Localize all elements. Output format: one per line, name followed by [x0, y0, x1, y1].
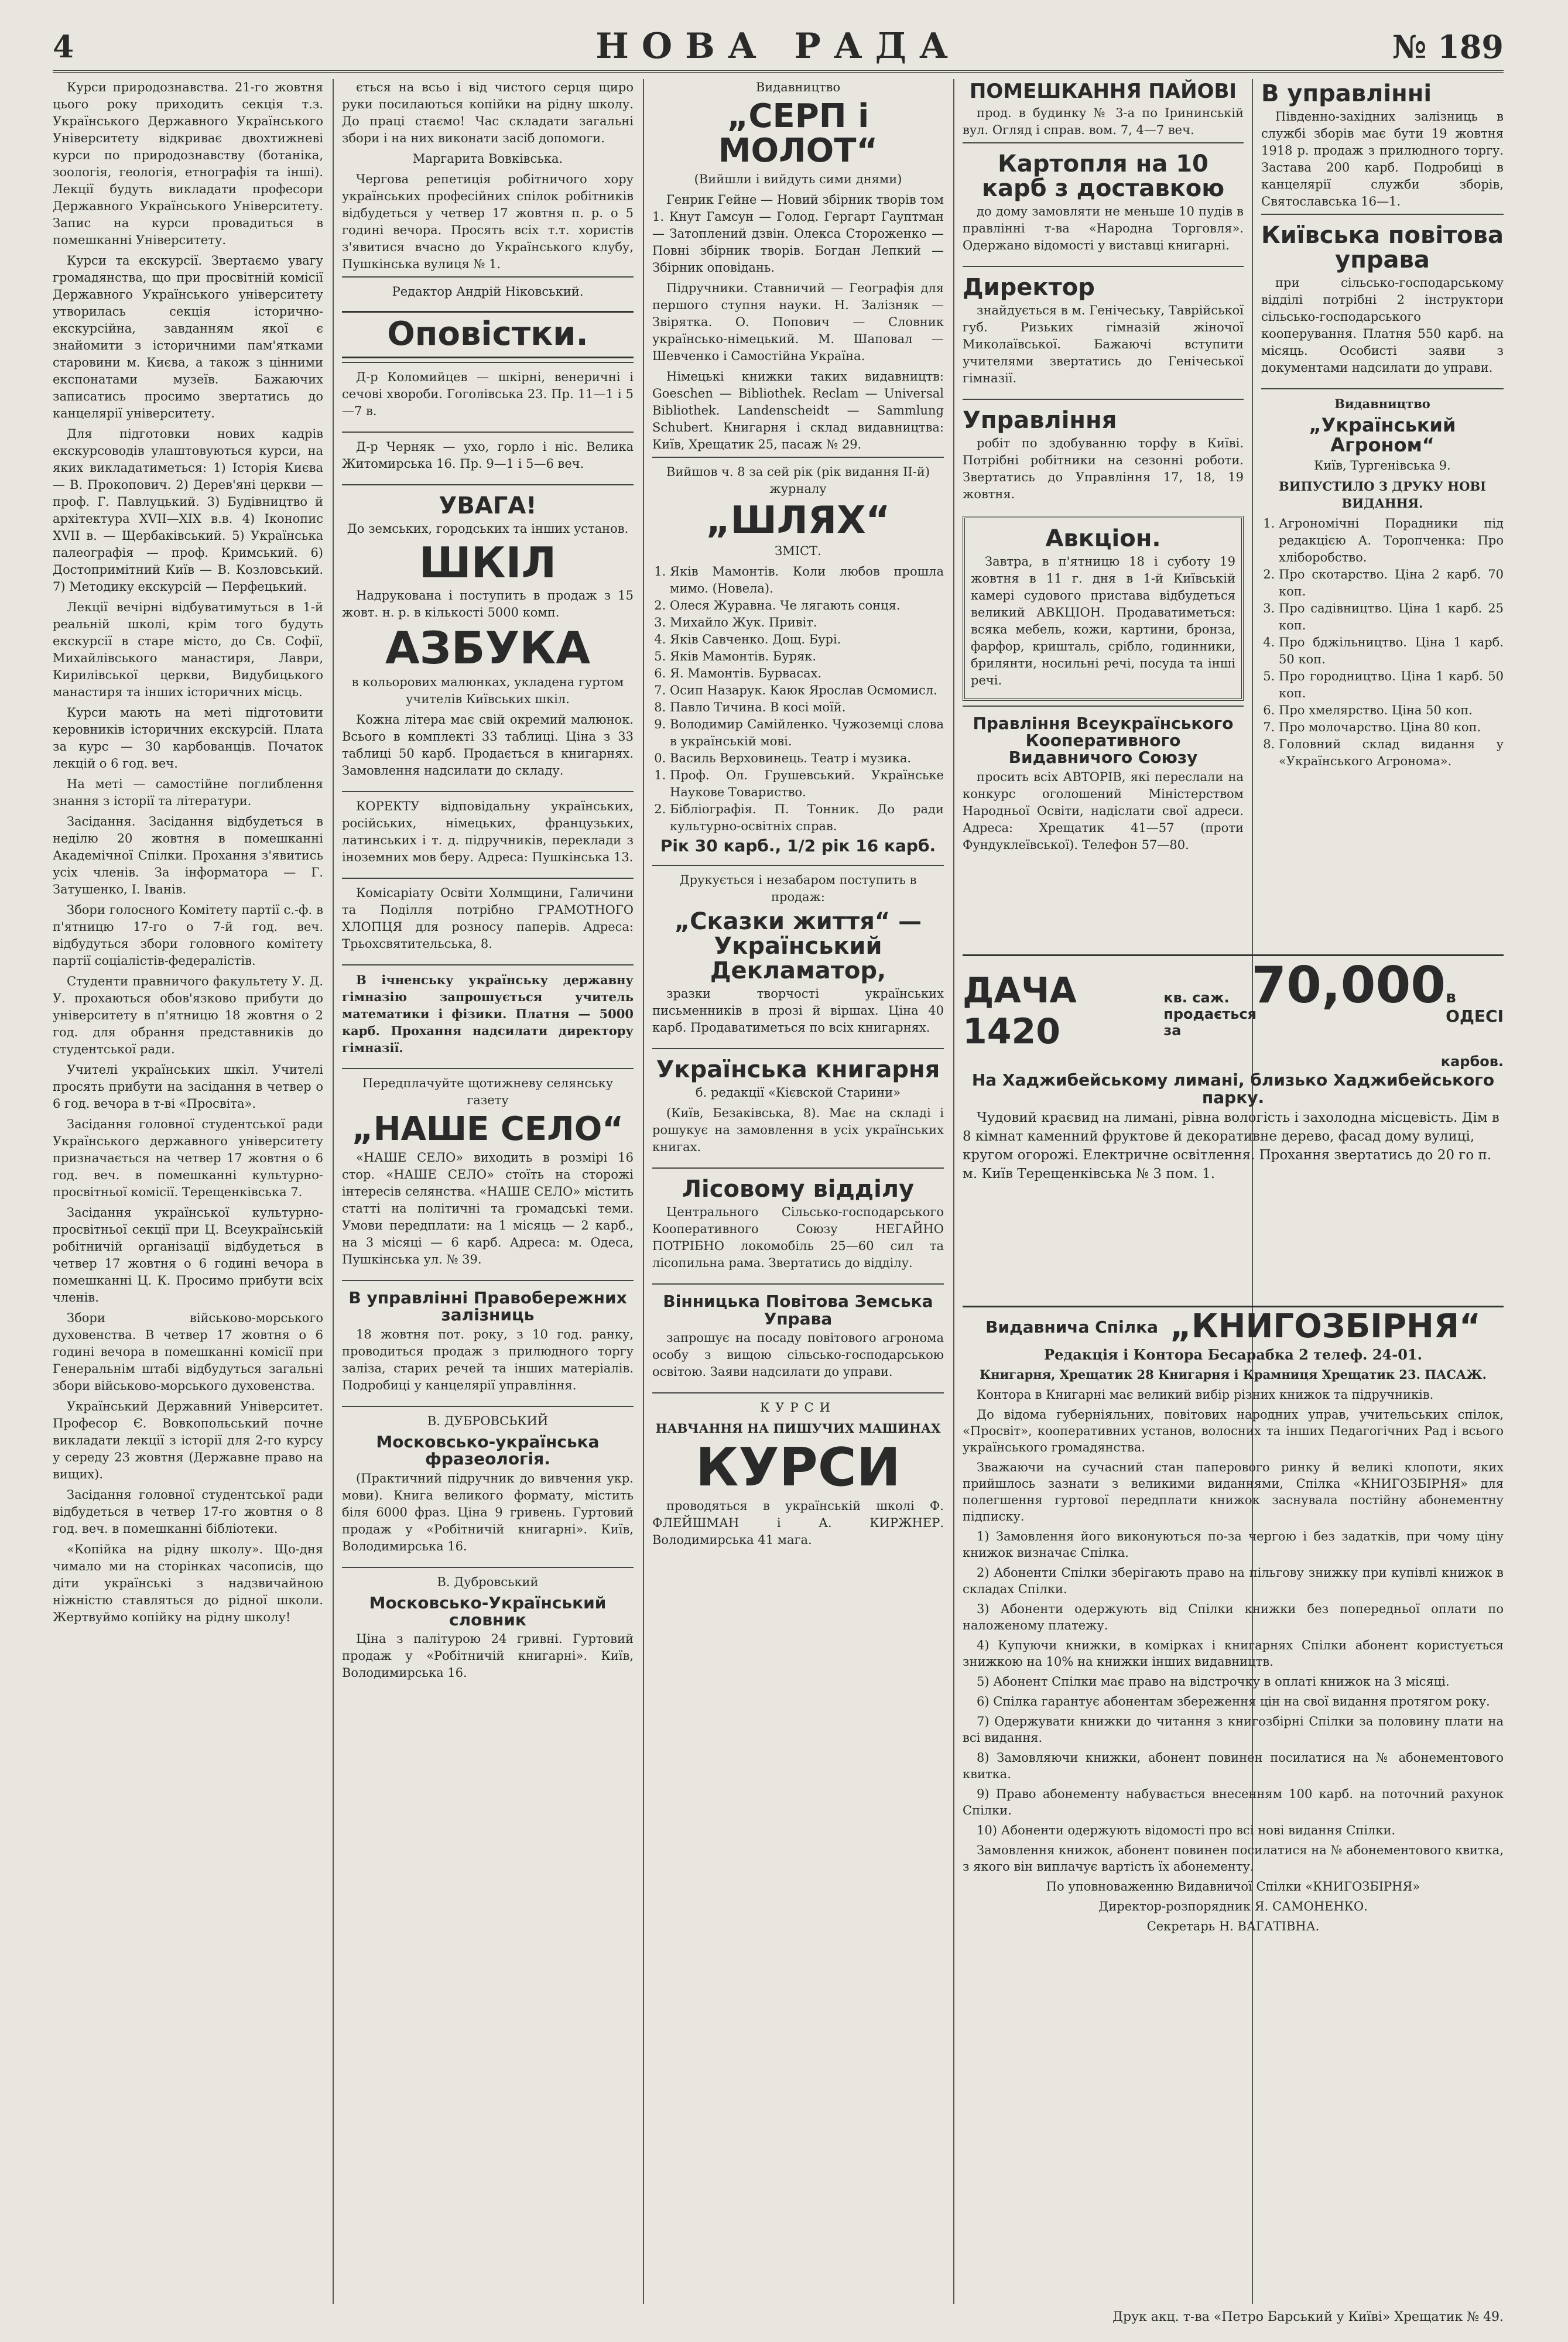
- news-item: ється на всьо і від чистого серця щиро руки посилаються копійки на рідну школу. До праці стаємо! Час складати загальні збори і на них виконати засіб допомоги.: [342, 80, 634, 145]
- news-item: Студенти правничого факультету У. Д. У. прохаються обов'язково прибути до університету в п'ятницю 18 жовтня о 2 год. для обрання представників до студентської ради.: [53, 974, 323, 1056]
- news-item: Чергова репетиція робітничого хору українських професійних спілок робітників відбудеться у четвер 17 жовтня п. р. о 5 годині вечора. Просять всіх т.т. хористів з'явитися вчасно до Українського клубу, Пушкінська вулиця № 1.: [342, 172, 634, 271]
- ad-doctor-kolomiytsev: Д-р Коломийцев — шкірні, венеричні і сечові хвороби. Гоголівська 23. Пр. 11—1 і 5—7 в.: [342, 362, 634, 428]
- list-item: 8. Павло Тичина. В косі моїй.: [670, 699, 944, 716]
- ad-auction: Авкціон. Завтра, в п'ятницю 18 і суботу 19 жовтня в 11 г. дня в 1-й Київській камері судового пристава відбудеться великий АВКЦІОН. Продаватиметься: всяка мебель, кожи, картини, бронза, фарфор, кришталь, срібло, годинники, брилянти, носильні речі, посуда та інші речі.: [963, 516, 1244, 701]
- list-item: 12. Бібліографія. П. Тонник. До ради культурно-освітніх справ.: [670, 801, 944, 835]
- ad-serp-i-molot: Видавництво „СЕРП і МОЛОТ“ (Вийшли і вийдуть сими днями) Генрик Гейне — Новий збірник творів том 1. Кнут Гамсун — Голод. Гергарт Гауптман — Затоплений дзвін. Олекса Стороженко — Повні збірник творів. Богдан Лепкий — Збірник оповідань. Підручники. Ставничий — Географія для першого ступня науки. Н. Залізняк — Звірятка. О. Попович — Словник українсько-німецький. М. Шаповал — Шевченко і Самостійна Україна. Німецькі книжки таких видавництв: Goeschen — Bibliothek. Reclam — Universal Bibliothek. Landenscheidt — Sammlung Schubert. Книгарня і склад видавництва: Київ, Хрещатик 25, пасаж № 29.: [652, 80, 944, 451]
- list-item: 3. Про садівництво. Ціна 1 карб. 25 коп.: [1279, 600, 1504, 634]
- news-item: Засідання головної студентської ради Українського державного університету призначається на четвер 17 жовтня о 6 год. веч. в помешканні культурно-просвітньої комісії. Терещенківська 7.: [53, 1117, 323, 1199]
- news-item: «Копійка на рідну школу». Що-дня чимало ми на сторінках часописів, що діти українські з надзвичайною ніжністю ставляться до рідної школи. Жертвуймо копійку на рідну школу!: [53, 1542, 323, 1624]
- editor-line: Редактор Андрій Ніковський.: [342, 276, 634, 309]
- ad-bookshop: Українська книгарня б. редакції «Кієвской Старини» (Київ, Безаківська, 8). Має на складі і рошукує на замовлення в усіх українських книгах.: [652, 1048, 944, 1164]
- news-item: Засідання української культурно-просвітньої секції при Ц. Всеукраїнській робітничій організації відбудеться в четвер 17 жовтня о 6 годині вечора в помешканні Ц. К. Просимо прибути всіх членів.: [53, 1206, 323, 1304]
- list-item: 4. Яків Савченко. Дощ. Бурі.: [670, 631, 944, 648]
- news-item: Засідання головної студентської ради відбудеться в четвер 17-го жовтня о 8 год. веч. в помешканні бібліотеки.: [53, 1488, 323, 1536]
- list-item: 7. Про молочарство. Ціна 80 коп.: [1279, 719, 1504, 736]
- newspaper-title: НОВА РАДА: [595, 26, 961, 67]
- list-item: 1. Агрономічні Порадники під редакцією А. Торопченка: Про хліборобство.: [1279, 515, 1504, 566]
- ad-gymnasium: В ічненську українську державну гімназію запрошується учитель математики і фізики. Платня — 5000 карб. Прохання надсилати директору гімназії.: [342, 964, 634, 1064]
- ad-dubrovsky-phrasebook: В. ДУБРОВСЬКИЙ Московсько-українська фразеологія. (Практичний підручник до вивчення укр. мови). Книга великого формату, містить біля 6000 фраз. Ціна 9 гривень. Гуртовий продаж у «Робітничій книгарні». Київ, Володимирська 16.: [342, 1406, 634, 1563]
- ad-dubrovsky-dictionary: В. Дубровський Московсько-Український словник Ціна з палітурою 24 гривні. Гуртовий продаж у «Робітничій книгарні». Київ, Володимирська 16.: [342, 1567, 634, 1690]
- ad-nashe-selo: Передплачуйте щотижневу селянську газету „НАШЕ СЕЛО“ «НАШЕ СЕЛО» виходить в розмірі 16 стор. «НАШЕ СЕЛО» стоїть на сторожі інтересів селянства. «НАШЕ СЕЛО» містить статті на політичні та громадські теми. Умови передплати: на 1 місяць — 2 карб., на 3 місяці — 6 карб. Адреса: м. Одеса, Пушкінська ул. № 39.: [342, 1068, 634, 1276]
- column-rule: [333, 79, 334, 2304]
- news-item: Курси та екскурсії. Звертаємо увагу громадянства, що при просвітній комісії Державного Українського університету утворилась секція історично-екскурсійна, завданням якої є знайомити з історичними пам'ятками старовини м. Києва, а також з цінними експонатами музеїв. Бажаючих записатись просимо звертатись до канцелярії університету.: [53, 254, 323, 420]
- news-item: Курси мають на меті підготовити керовників історичних екскурсій. Плата за курс — 30 карбованців. Початок лекцій о 6 год. веч.: [53, 706, 323, 771]
- list-item: 5. Про городництво. Ціна 1 карб. 50 коп.: [1279, 668, 1504, 702]
- ads-heading: Оповістки.: [342, 311, 634, 358]
- list-item: 7. Осип Назарук. Каюк Ярослав Осмомисл.: [670, 682, 944, 699]
- signature: По уповноваженню Видавничої Спілки «КНИГОЗБІРНЯ»: [1046, 1879, 1420, 1894]
- ad-dacha-odesa: ДАЧА 1420 кв. саж. продається за 70,000 в ОДЕСІ карбов. На Хаджибейському лимані, близько Хаджибейського парку. Чудовий краєвид на лимані, рівна вологість і захолодна місцевість. Дім в 8 кімнат каменний фруктове й декоративне дерево, фасад дому вулиці, кругом огорожі. Електричне освітлення. Прохання звертатись до 20 го п. м. Київ Терещенківська № 3 пом. 1.: [963, 954, 1504, 1307]
- ad-rail-admin: В управлінні Південно-західних залізниць в службі зборів має бути 19 жовтня 1918 р. продаж з прилюдного торгу. Застава 200 карб. Подробиці в канцелярії служби зборів, Святославська 16—1.: [1261, 80, 1504, 208]
- list-item: 2. Про скотарство. Ціна 2 карб. 70 коп.: [1279, 566, 1504, 600]
- ad-railways: В управлінні Правобережних залізниць 18 жовтня пот. року, з 10 год. ранку, проводиться продаж з прилюдного торгу заліза, старих речей та інших матеріалів. Подробиці у канцелярії управління.: [342, 1280, 634, 1402]
- column-5: [1261, 79, 1504, 946]
- column-3: [652, 79, 944, 2304]
- ad-doctor-chernyak: Д-р Черняк — ухо, горло і ніс. Велика Житомирська 16. Пр. 9—1 і 5—6 веч.: [342, 432, 634, 481]
- masthead: [53, 23, 1504, 73]
- list-item: 6. Про хмелярство. Ціна 50 коп.: [1279, 702, 1504, 719]
- column-rule: [953, 79, 954, 2304]
- news-item: Збори голосного Комітету партії с.-ф. в п'ятницю 17-го о 7-й год. веч. відбудуться збори головного комітету партії соціалістів-федералістів.: [53, 903, 323, 968]
- signature: Маргарита Вовківська.: [412, 152, 563, 166]
- list-item: 10. Василь Верховинець. Театр і музика.: [670, 750, 944, 767]
- ad-shlyah-journal: Вийшов ч. 8 за сей рік (рік видання II-й) журналу „ШЛЯХ“ ЗМІСТ. 1. Яків Мамонтів. Коли любов прошла мимо. (Новела). 2. Олеся Журавна. Че лягають сонця. 3. Михайло Жук. Привіт. 4. Яків Савченко. Дощ. Бурі. 5. Яків Мамонтів. Буряк. 6. Я. Мамонтів. Бурвасах. 7. Осип Назарук. Каюк Ярослав Осмомисл. 8. Павло Тичина. В косі моїй. 9. Володимир Самійленко. Чужоземці слова в українській мові. 10. Василь Верховинець. Театр і музика. 11. Проф. Ол. Грушевський. Українське Наукове Товариство. 12. Бібліографія. П. Тонник. До ради культурно-освітніх справ. Рік 30 карб., 1/2 рік 16 карб.: [652, 457, 944, 862]
- list-item: 6. Я. Мамонтів. Бурвасах.: [670, 665, 944, 682]
- column-rule: [643, 79, 644, 2304]
- signature: Секретарь Н. ВАГАТІВНА.: [1146, 1919, 1320, 1933]
- ad-declamator: Друкується і незабаром поступить в продаж: „Сказки життя“ — Український Декламатор, зразки творчості українських письменників в прозі й віршах. Ціна 40 карб. Продаватиметься по всіх книгарнях.: [652, 865, 944, 1045]
- ad-knyhozbirnya: Видавнича Спілка „КНИГОЗБІРНЯ“ Редакція і Контора Бесарабка 2 телеф. 24-01. Книгарня, Хрещатик 28 Книгарня і Крамниця Хрещатик 23. ПАСАЖ. Контора в Книгарні має великий вибір різних книжок та підручників. До відома губерніяльних, повітових народних управ, учительських спілок, «Просвіт», кооперативних установ, волосних та інших Педагогічних Рад і всього українського громадянства. Зважаючи на сучасний стан паперового ринку й великі клопоти, яких прийшлось зазнати з великими виданнями, Спілка «КНИГОЗБІРНЯ» для полегшення гуртової передплати книжок заснувала постійну абонементну підписку. 1) Замовлення його виконуються по-за чергою і без задатків, при чому ціну книжок визначає Спілка. 2) Абоненти Спілки зберігають право на пільгову знижку при купівлі книжок в складах Спілки. 3) Абоненти одержують від Спілки книжки без попередньої оплати по наложеному платежу. 4) Купуючи книжки, в комірках і книгарнях Спілки абонент користується знижкою на 10% на книжки інших видавництв. 5) Абонент Спілки має право на відстрочку в оплаті книжок на 3 місяці. 6) Спілка гарантує абонентам збереження цін на свої видання протягом року. 7) Одержувати книжки до читання з книгозбірні Спілки за половину плати на всі видання. 8) Замовляючи книжки, абонент повинен посилатися на № абонементового квитка. 9) Право абонементу набувається внесенням 100 карб. на поточний рахунок Спілки. 10) Абоненти одержують відомості про всі нові видання Спілки. Замовлення книжок, абонент повинен посилатися на № абонементового квитка, з якого він виплачує вартість їх абонементу. По уповноваженню Видавничої Спілки «КНИГОЗБІРНЯ» Директор-розпорядник Я. САМОНЕНКО. Секретарь Н. ВАГАТІВНА.: [963, 1306, 1504, 2303]
- list-item: 2. Олеся Журавна. Че лягають сонця.: [670, 597, 944, 614]
- news-item: Український Державний Університет. Професор Є. Вовкопольський почне викладати лекції з історії для 2-го курсу у середу 23 жовтня (Державне право на вищих).: [53, 1399, 323, 1481]
- list-item: 9. Володимир Самійленко. Чужоземці слова в українській мові.: [670, 716, 944, 750]
- list-item: 8. Головний склад видання у «Українського Агронома».: [1279, 736, 1504, 770]
- news-item: Збори військово-морського духовенства. В четвер 17 жовтня о 6 годині вечора в помешканні комісії при Генеральнім штабі відбудуться загальні збори військово-морського духовенства.: [53, 1311, 323, 1393]
- ad-cooperative-union: Правління Всеукраїнського Кооперативного Видавничого Союзу просить всіх АВТОРІВ, які переслали на конкурс оголошений Міністерством Народньої Освіти, надіслати свої адреси. Адреса: Хрещатик 41—57 (проти Фундуклеївської). Телефон 57—80.: [963, 706, 1244, 862]
- column-1: [53, 79, 323, 2304]
- column-4: [963, 79, 1244, 946]
- toc-list: [670, 563, 944, 835]
- list-item: 4. Про бджільництво. Ціна 1 карб. 50 коп.: [1279, 634, 1504, 668]
- news-item: На меті — самостійне поглиблення знання з історії та літератури.: [53, 777, 323, 808]
- printer-line: Друк акц. т-ва «Петро Барський у Київі» Хрещатик № 49.: [1112, 2310, 1504, 2324]
- ad-potatoes: Картопля на 10 карб з доставкою до дому замовляти не меньше 10 пудів в правлінні т-ва «Народна Торговля». Одержано відомості у виставці книгарні.: [963, 142, 1244, 262]
- news-item: Для підготовки нових кадрів екскурсоводів улаштовуються курси, на яких викладатиметься: 1) Історія Києва — В. Прокопович. 2) Дерев'яні церкви — проф. Г. Павлуцький. 3) Будівництво й архітектура XVII—XIX в.в. 4) Іконопис XVII в. — Щербаківський. 5) Українська палеографія — проф. Кримський. 6) Достопримітний Київ — В. Козловський. 7) Методику екскурсій — Перфецький.: [53, 427, 323, 594]
- news-item: Лекції вечірні відбуватимуться в 1-й реальній школі, крім того будуть екскурсії в старе місто, до Св. Софії, Михайлівського манастиря, Лаври, Кирилівської церкви, Видубицького манастиря та інших історичних місць.: [53, 600, 323, 699]
- list-item: 5. Яків Мамонтів. Буряк.: [670, 648, 944, 665]
- ad-rooms: ПОМЕШКАННЯ ПАЙОВІ прод. в будинку № 3-а по Ірининській вул. Огляд і справ. вом. 7, 4—7 веч.: [963, 80, 1244, 137]
- ad-proofreading: КОРЕКТУ відповідальну українських, російських, німецьких, французьких, латинських і т. д. підручників, переклади з іноземних мов беру. Адреса: Пушкінська 13.: [342, 791, 634, 874]
- list-item: 1. Яків Мамонтів. Коли любов прошла мимо. (Новела).: [670, 563, 944, 597]
- page-number: 4: [53, 29, 74, 65]
- news-item: Курси природознавства. 21-го жовтня цього року приходить секція т.з. Українського Державного Українського Університету відкриває двохтижневі курси по природознавству (ботаніка, зоологія, геологія, етнографія та інші). Лекції будуть викладати професори Державного Українського Університету. Запис на курси провадиться в помешканні Університету.: [53, 80, 323, 247]
- signature: Директор-розпорядник Я. САМОНЕНКО.: [1098, 1899, 1368, 1913]
- list-item: 11. Проф. Ол. Грушевський. Українське Наукове Товариство.: [670, 767, 944, 801]
- news-item: Засідання. Засідання відбудеться в неділю 20 жовтня в помешканні Академічної Спілки. Прохання з'явитись усіх членів. За інформатора — Г. Затушенко, І. Іванів.: [53, 814, 323, 896]
- list-item: 3. Михайло Жук. Привіт.: [670, 614, 944, 631]
- ad-director: Директор знайдується в м. Генічеську, Таврійської губ. Ризьких гімназій жіночої Миколаївської. Бажаючі вступити учителями звертатись до Генічеської гімназії.: [963, 266, 1244, 395]
- ad-ukr-agronom: Видавництво „Український Агроном“ Київ, Тургенівська 9. ВИПУСТИЛО З ДРУКУ НОВІ ВИДАННЯ. 1. Агрономічні Порадники під редакцією А. Торопченка: Про хліборобство. 2. Про скотарство. Ціна 2 карб. 70 коп. 3. Про садівництво. Ціна 1 карб. 25 коп. 4. Про бджільництво. Ціна 1 карб. 50 коп. 5. Про городництво. Ціна 1 карб. 50 коп. 6. Про хмелярство. Ціна 50 коп. 7. Про молочарство. Ціна 80 коп. 8. Головний склад видання у «Українського Агронома».: [1261, 388, 1504, 777]
- column-2: [342, 79, 634, 2304]
- issue-number: № 189: [1392, 28, 1504, 66]
- ad-management: Управління робіт по здобуванню торфу в Київі. Потрібні робітники на сезонні роботи. Звертатись до Управління 17, 18, 19 жовтня.: [963, 399, 1244, 511]
- ad-commissariat: Комісаріату Освіти Холмщини, Галичини та Поділля потрібно ГРАМОТНОГО ХЛОПЦЯ для розносу паперів. Адреса: Трьохсвятительська, 8.: [342, 878, 634, 961]
- ad-kyiv-uprava: Київська повітова управа при сільсько-господарському відділі потрібні 2 інструктори сільсько-господарського кооперування. Платня 550 карб. на місяць. Особисті заяви з документами надсилати до управи.: [1261, 214, 1504, 385]
- book-list: [1279, 515, 1504, 770]
- ad-forest-dept: Лісовому відділу Центрального Сільсько-господарського Кооперативного Союзу НЕГАЙНО ПОТРІБНО локомобіль 25—60 сил та лісопильна рама. Звертатись до відділу.: [652, 1167, 944, 1280]
- ad-vinnytsia-uprava: Вінницька Повітова Земська Управа запрошує на посаду повітового агронома особу з вищою сільсько-господарською освітою. Заяви надсилати до управи.: [652, 1283, 944, 1389]
- ad-typing-courses: КУРСИ НАВЧАННЯ НА ПИШУЧИХ МАШИНАХ КУРСИ проводяться в українській школі Ф. ФЛЕЙШМАН і А. КИРЖНЕР. Володимирська 41 мага.: [652, 1392, 944, 1557]
- news-item: Учителі українських шкіл. Учителі просять прибути на засідання в четвер о 6 год. вечора в т-ві «Просвіта».: [53, 1063, 323, 1111]
- ad-azbuka: УВАГА! До земських, городських та інших установ. ШКІЛ Надрукована і поступить в продаж з 15 жовт. н. р. в кількості 5000 комп. АЗБУКА в кольорових малюнках, укладена гуртом учителів Київських шкіл. Кожна літера має свій окремий малюнок. Всього в комплекті 33 таблиці. Ціна з 33 таблиці 50 карб. Продається в книгарнях. Замовлення надсилати до складу.: [342, 484, 634, 787]
